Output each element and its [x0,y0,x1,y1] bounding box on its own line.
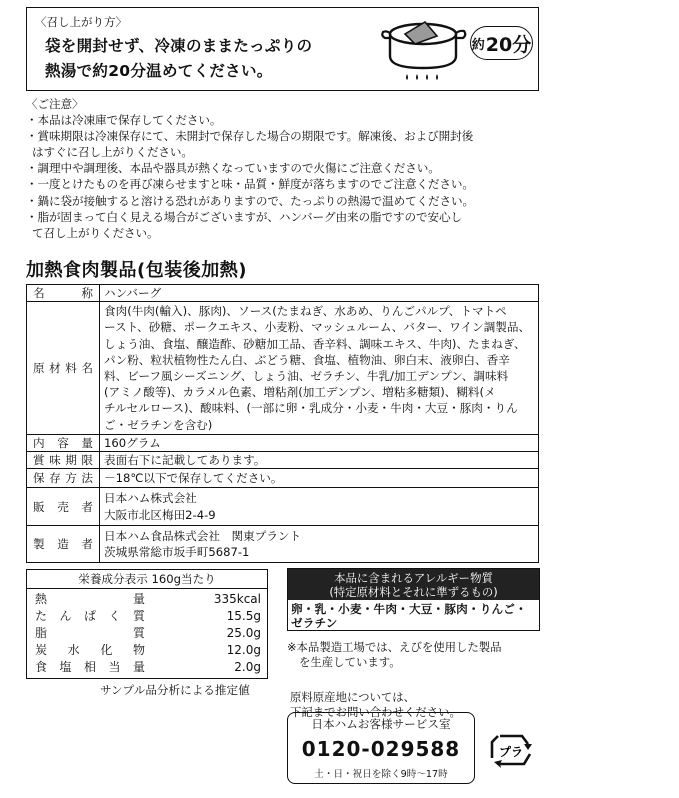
row-value-line: 料、ビーフ風シーズニング、しょう油、ゼラチン、牛乳/加工デンプン、調味料 [104,369,509,384]
table-row [27,302,539,435]
row-value-line: しょう油、食塩、醸造酢、砂糖加工品、香辛料、調味エキス、牛肉)、たまねぎ、 [104,336,526,351]
row-value [100,302,539,435]
row-label: 販 売 者 [27,488,100,525]
nutrient-label: 熱量 [35,592,145,606]
table-row [27,452,539,469]
row-label: 賞味期限 [27,452,100,469]
origin-note-line-2: 下記までお問い合わせください。 [290,705,461,719]
nutrient-value: 15.5g [226,609,261,623]
row-value [100,469,539,488]
caution-notes [26,96,541,241]
note-line: はすぐに召し上がりください。 [32,145,193,160]
customer-service-hours: 土・日・祝日を除く9時～17時 [314,769,448,780]
cooking-line-2: 熱湯で約20分温めてください。 [45,62,273,80]
nutrition-row [35,625,261,641]
row-value-line: 食肉(牛肉(輸入)、豚肉)、ソース(たまねぎ、水あめ、りんごパルプ、トマトペ [104,304,507,319]
note-line: ・調理中や調理後、本品や器具が熱くなっていますので火傷にご注意ください。 [26,161,440,176]
nutrition-row [35,642,261,658]
time-badge [470,26,533,60]
nutrient-label: 炭水化物 [35,643,145,657]
row-value-line: 表面右下に記載してあります。 [104,453,266,468]
recycle-mark-label: プラ [498,745,524,759]
nutrient-label: 脂質 [35,626,145,640]
allergen-header [288,569,539,600]
nutrient-label: 食塩相当量 [35,660,145,674]
boiling-pot-icon [379,12,469,88]
product-category-title: 加熱食肉製品(包装後加熱) [26,260,247,281]
row-value [100,488,539,525]
row-value-line: ご・ゼラチンを含む) [104,417,213,432]
plastic-recycle-icon [488,730,534,770]
row-value-line: チルセルロース)、酸味料、(一部に卵・乳成分・小麦・牛肉・大豆・豚肉・りん [104,401,518,416]
row-value [100,434,539,451]
table-row [27,525,539,562]
cooking-instructions-box [26,7,539,91]
note-line: ・一度とけたものを再び凍らせますと味・品質・鮮度が落ちますのでご注意ください。 [26,177,474,192]
note-line: て召し上がりください。 [32,225,159,240]
notes-heading: 〈ご注意〉 [26,97,84,111]
nutrition-header: 栄養成分表示 160g当たり [27,570,267,589]
row-value [100,525,539,562]
note-line: ・賞味期限は冷凍保存にて、未開封で保存した場合の期限です。解凍後、および開封後 [26,129,474,144]
factory-note-line-1: ※本品製造工場では、えびを使用した製品 [287,640,502,654]
row-label: 製 造 者 [27,525,100,562]
row-value-line: パン粉、粒状植物性たん白、ぶどう糖、食塩、植物油、卵白末、液卵白、香辛 [104,352,510,367]
note-line: ・鍋に袋が接触すると溶ける恐れがありますので、たっぷりの熱湯で温めてください。 [26,193,475,208]
note-line: ・脂が固まって白く見える場合がございますが、ハンバーグ由来の脂ですので安心し [26,209,462,224]
customer-service-title: 日本ハムお客様サービス室 [311,717,451,731]
allergen-box [287,568,540,631]
cooking-heading: 〈召し上がり方〉 [35,15,127,29]
nutrient-label: たんぱく質 [35,609,145,623]
row-value-line: 大阪市北区梅田2-4-9 [104,507,216,522]
time-badge-value: 20分 [485,33,532,56]
time-badge-prefix: 約 [471,37,485,53]
nutrition-row [35,608,261,624]
row-value [100,452,539,469]
table-row [27,488,539,525]
customer-service-box [287,712,475,784]
row-label: 内 容 量 [27,434,100,451]
row-label: 原材料名 [27,302,100,435]
factory-note-line-2: を生産しています。 [299,655,401,669]
note-line: ・本品は冷凍庫で保存してください。 [26,113,222,128]
allergen-header-line-1: 本品に含まれるアレルギー物質 [334,571,493,585]
row-label: 保存方法 [27,469,100,488]
nutrition-row [35,591,261,607]
customer-service-phone[interactable]: 0120-029588 [301,737,461,761]
row-value-line: ースト、砂糖、ポークエキス、小麦粉、マッシュルーム、バター、ワイン調製品、 [104,320,531,335]
table-row [27,285,539,302]
origin-note-line-1: 原料原産地については、 [290,690,416,704]
row-value-line: 日本ハム株式会社 [104,491,197,506]
nutrition-facts-box [26,569,268,679]
allergen-list [291,602,527,630]
table-row [27,469,539,488]
product-info-table [26,284,539,563]
nutrition-note: サンプル品分析による推定値 [100,683,250,697]
row-value-line: ハンバーグ [104,286,162,300]
row-value [100,285,539,302]
nutrient-value: 12.0g [226,643,261,657]
nutrient-value: 25.0g [226,626,261,640]
nutrient-value: 2.0g [234,660,261,674]
table-row [27,434,539,451]
factory-note [287,640,547,670]
row-value-line: (アミノ酸等)、カラメル色素、増粘剤(加工デンプン、増粘多糖類)、糊料(メ [104,385,496,400]
nutrition-row [35,659,261,675]
allergen-list-line-1: 卵・乳・小麦・牛肉・大豆・豚肉・りんご・ [291,602,527,616]
nutrient-value: 335kcal [213,592,261,606]
allergen-header-line-2: (特定原材料とそれに準ずるもの) [329,585,498,599]
row-value-line: －18℃以下で保存してください。 [104,471,283,486]
row-value-line: 茨城県常総市坂手町5687-1 [104,545,250,560]
row-label: 名 称 [27,285,100,302]
allergen-list-line-2: ゼラチン [291,616,338,630]
cooking-line-1: 袋を開封せず、冷凍のままたっぷりの [45,37,313,55]
row-value-line: 160グラム [104,435,161,450]
row-value-line: 日本ハム食品株式会社 関東プラント [104,528,302,543]
